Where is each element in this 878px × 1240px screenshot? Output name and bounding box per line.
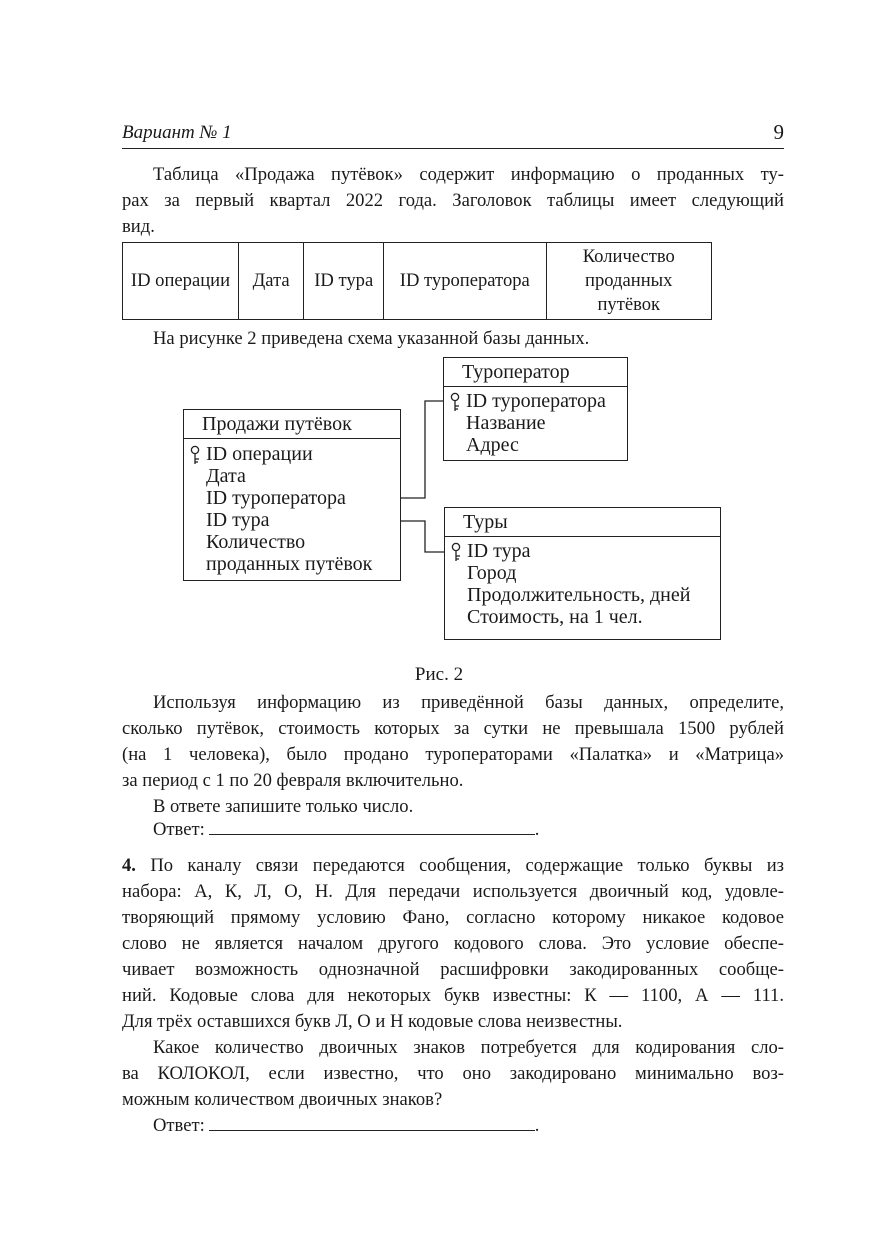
text-line: рах за первый квартал 2022 года. Заголовок таблицы имеет следующий <box>122 190 784 211</box>
answer-label: Ответ: <box>153 1115 205 1136</box>
entity-sales <box>183 409 401 581</box>
table-cell: Количество проданных путёвок <box>546 243 711 320</box>
table-cell: ID операции <box>123 243 239 320</box>
entity-title: Туроператор <box>444 358 627 387</box>
entity-field <box>444 390 627 412</box>
answer-field[interactable] <box>209 816 535 835</box>
entity-field <box>184 443 400 465</box>
entity-operator <box>443 357 628 461</box>
text-line: слово не является началом другого кодового слова. Это условие обеспе- <box>122 933 784 954</box>
key-icon <box>188 445 202 465</box>
text-line: На рисунке 2 приведена схема указанной базы данных. <box>153 328 590 349</box>
entity-field: ID туроператора <box>206 487 346 509</box>
text-line: Какое количество двоичных знаков потребуется для кодирования сло- <box>153 1037 784 1058</box>
entity-field: Город <box>467 562 517 584</box>
text-line: Таблица «Продажа путёвок» содержит информацию о проданных ту- <box>153 164 784 185</box>
text-line: Используя информацию из приведённой базы данных, определите, <box>153 692 784 713</box>
answer-end: . <box>534 1115 540 1136</box>
field-label: ID операции <box>206 443 313 465</box>
entity-field: ID тура <box>206 509 270 531</box>
text-line: (на 1 человека), было продано туроператорами «Палатка» и «Матрица» <box>122 744 784 765</box>
text-line: сколько путёвок, стоимость которых за сутки не превышала 1500 рублей <box>122 718 784 739</box>
text-line: ва КОЛОКОЛ, если известно, что оно закодировано минимально воз- <box>122 1063 784 1084</box>
field-label: ID туроператора <box>466 390 606 412</box>
entity-field: Название <box>466 412 546 434</box>
task3-instruction: В ответе запишите только число. <box>153 796 414 817</box>
entity-field: Дата <box>206 465 246 487</box>
task3-answer-row <box>153 816 539 843</box>
relation-line-operator <box>400 401 447 498</box>
text-line: вид. <box>122 216 155 237</box>
key-icon <box>449 542 463 562</box>
entity-field: проданных путёвок <box>206 553 373 575</box>
figure-caption: Рис. 2 <box>414 664 464 685</box>
text-fragment: По каналу связи передаются сообщения, содержащие только буквы из <box>150 855 784 876</box>
answer-field[interactable] <box>209 1112 535 1131</box>
table-cell: Дата <box>238 243 303 320</box>
text-line: можным количеством двоичных знаков? <box>122 1089 443 1110</box>
text-line: чивает возможность однозначной расшифровки закодированных сообще- <box>122 959 784 980</box>
table-cell: ID туроператора <box>384 243 547 320</box>
task4-answer-row <box>153 1112 539 1139</box>
entity-field: Стоимость, на 1 чел. <box>467 606 643 628</box>
table-cell: ID тура <box>304 243 384 320</box>
text-line: за период с 1 по 20 февраля включительно. <box>122 770 464 791</box>
entity-title: Продажи путёвок <box>184 410 400 439</box>
entity-field <box>445 540 720 562</box>
key-icon <box>448 392 462 412</box>
entity-title: Туры <box>445 508 720 537</box>
text-line: Для трёх оставшихся букв Л, О и Н кодовые слова неизвестны. <box>122 1011 623 1032</box>
entity-field: Адрес <box>466 434 519 456</box>
task-number: 4. <box>122 855 136 876</box>
variant-title: Вариант № 1 <box>122 122 232 143</box>
answer-label: Ответ: <box>153 819 205 840</box>
text-line: набора: А, К, Л, О, Н. Для передачи используется двоичный код, удовле- <box>122 881 784 902</box>
field-label: ID тура <box>467 540 531 562</box>
task3-paragraph <box>122 690 784 820</box>
text-line: творяющий прямому условию Фано, согласно которому никакое кодовое <box>122 907 784 928</box>
entity-field: Продолжительность, дней <box>467 584 691 606</box>
entity-field: Количество <box>206 531 306 553</box>
entity-tours <box>444 507 721 640</box>
page-number: 9 <box>773 120 784 144</box>
text-line: ний. Кодовые слова для некоторых букв известны: К — 1100, А — 111. <box>122 985 784 1006</box>
task4-paragraph <box>122 853 784 1113</box>
answer-end: . <box>534 819 540 840</box>
relation-line-tours <box>400 521 447 552</box>
text-line <box>122 853 784 879</box>
